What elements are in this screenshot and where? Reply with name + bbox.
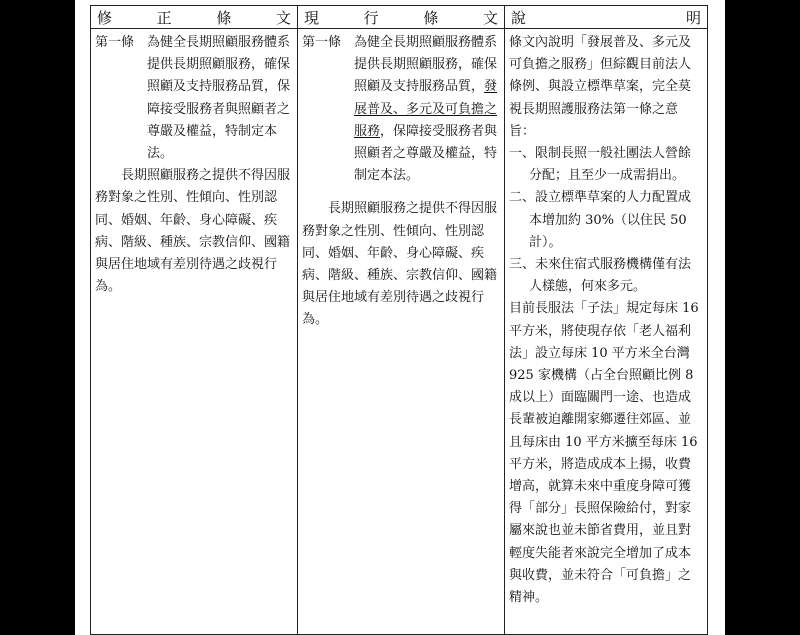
header-title <box>298 6 504 28</box>
current-text-after: ，保障接受服務者與照顧者之尊嚴及權益，特制定本法。 <box>354 123 498 184</box>
header-explanation <box>505 6 708 29</box>
header-char: 修 <box>97 9 113 27</box>
header-char: 條 <box>423 9 439 27</box>
header-title <box>91 6 297 28</box>
header-char: 文 <box>482 9 498 27</box>
header-char: 正 <box>156 9 172 27</box>
body-row <box>91 29 708 635</box>
document-page <box>75 0 725 635</box>
header-char: 現 <box>304 9 320 27</box>
header-current <box>298 6 505 29</box>
explanation-item-1: 一、限制長照一般社團法人營餘分配；且至少一成需捐出。 <box>509 146 692 184</box>
current-text-before: 為健全長期照顧服務體系提供長期照顧服務，確保照顧及支持服務品質， <box>354 35 498 95</box>
current-paragraph-2: 長期照顧服務之提供不得因服務對象之性別、性傾向、性別認同、婚姻、年齡、身心障礙、疾病、階級、種族、宗教信仰、國籍與居住地域有差別待遇之歧視行為。 <box>302 201 498 328</box>
explanation-intro: 條文內說明「發展普及、多元及可負擔之服務」但綜觀目前法人條例、與設立標準草案，完全莫視長期照護服務法第一條之意旨： <box>509 35 692 139</box>
comparison-table <box>90 5 708 635</box>
amended-paragraph-2: 長期照顧服務之提供不得因服務對象之性別、性傾向、性別認同、婚姻、年齡、身心障礙、疾病、階級、種族、宗教信仰、國籍與居住地域有差別待遇之歧視行為。 <box>95 168 291 295</box>
amended-article-label: 第一條 <box>95 35 135 50</box>
header-char: 條 <box>216 9 232 27</box>
header-char: 文 <box>275 9 291 27</box>
amended-cell <box>91 29 298 635</box>
header-row <box>91 6 708 29</box>
header-char: 說 <box>511 9 527 27</box>
current-text-underlined: 發展普及、多元及可負擔之服務 <box>354 79 498 139</box>
header-char: 行 <box>363 9 379 27</box>
header-amended <box>91 6 298 29</box>
amended-article-text: 為健全長期照顧服務體系提供長期照顧服務，確保照顧及支持服務品質，保障接受服務者與照顧者之尊嚴及權益，特制定本法。 <box>147 35 291 162</box>
current-cell <box>298 29 505 635</box>
amended-article <box>95 32 293 165</box>
explanation-closing: 目前長服法「子法」規定每床 16 平方米，將使現存依「老人福利法」設立每床 10 平方米全台灣 925 家機構（占全台照顧比例 8 成以上）面臨關門一途、也造成長輩被迫離開家鄉遷往郊區、並且每床由 10 平方米擴至每床 16 平方米，將造成成本上揚，收費增高，就算未來中重度身障可獲得「部分」長照保險給付，對家屬來說也並未節省費用，並且對輕度失能者來說完全增加了成本與收費，並未符合「可負擔」之精神。 <box>509 301 699 606</box>
explanation-item-2: 二、設立標準草案的人力配置成本增加約 30%（以住民 50 計）。 <box>509 190 692 250</box>
current-article <box>302 32 500 187</box>
current-article-label: 第一條 <box>302 35 342 50</box>
header-char: 明 <box>685 9 701 27</box>
explanation-cell <box>505 29 708 635</box>
explanation-item-3: 三、未來住宿式服務機構僅有法人樣態，何來多元。 <box>509 257 692 295</box>
header-title <box>505 6 707 28</box>
